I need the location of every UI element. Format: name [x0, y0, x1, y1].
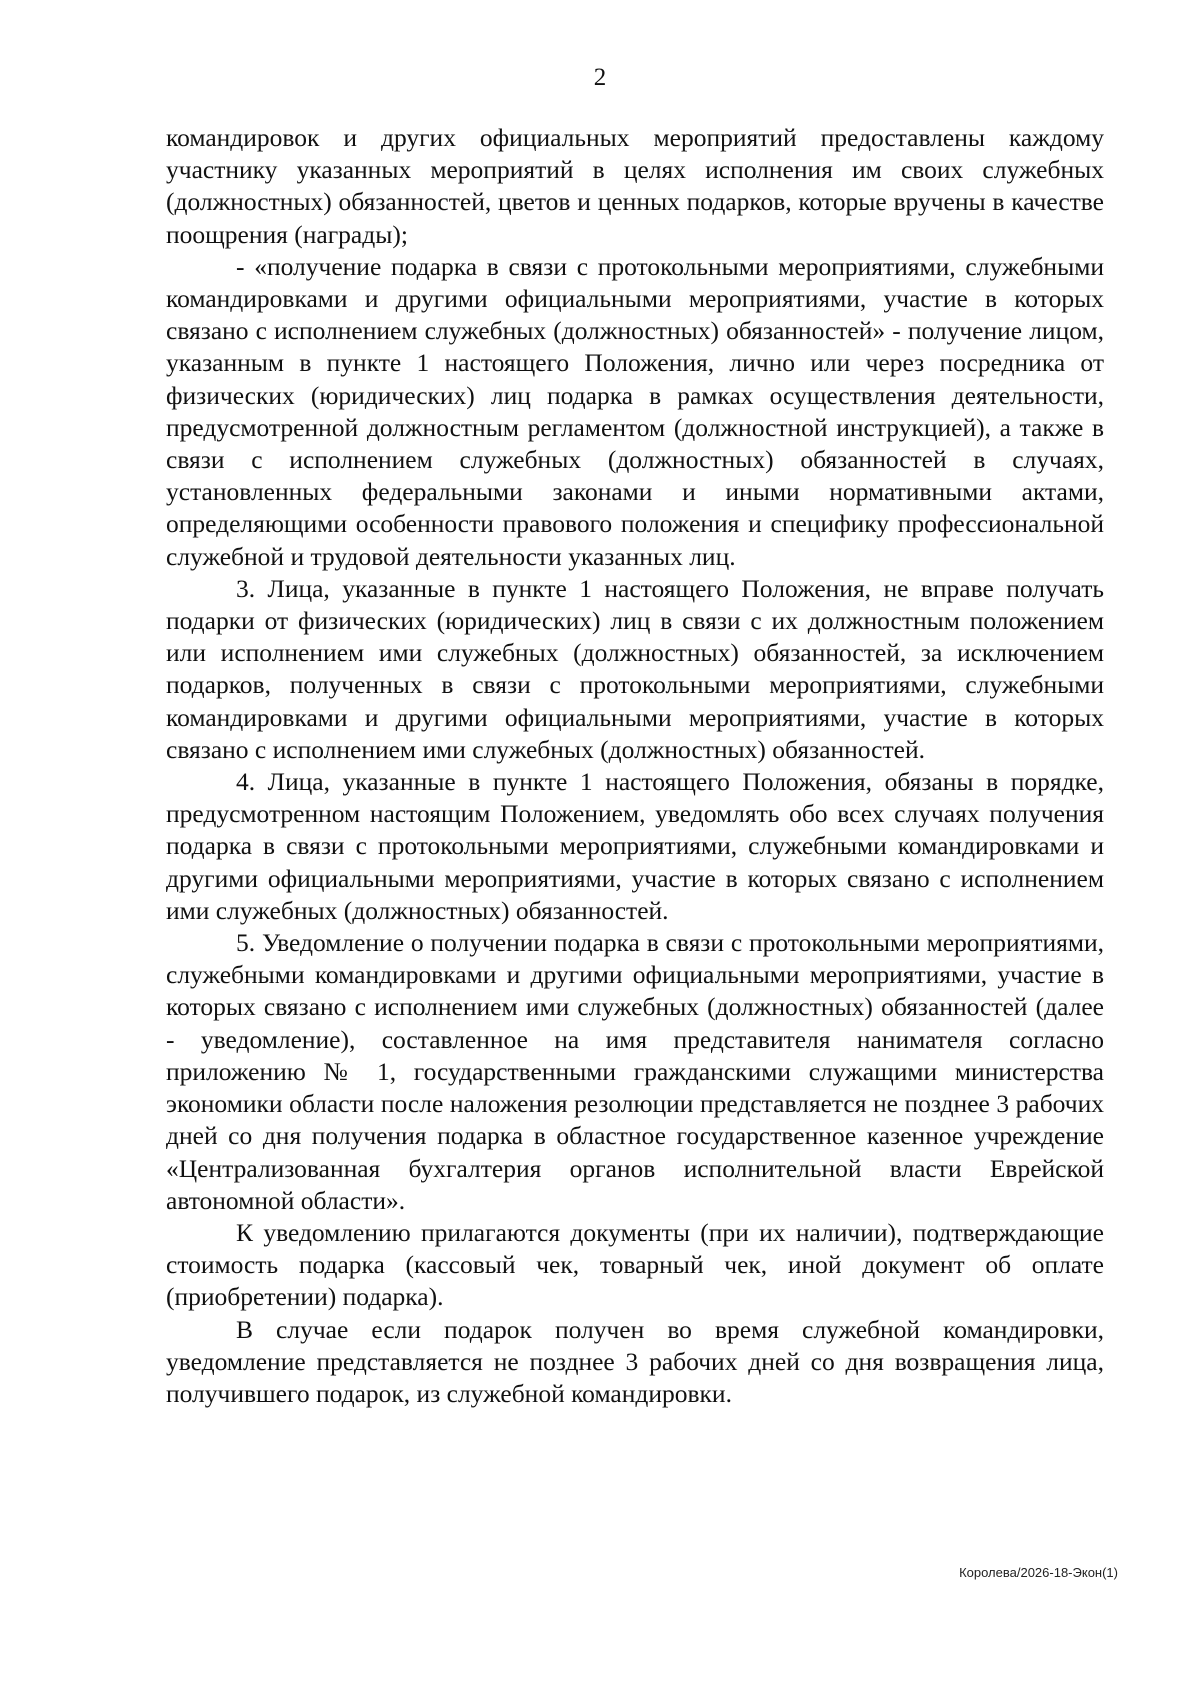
page-number: 2 [593, 64, 607, 91]
paragraph-clause-4: 4. Лица, указанные в пункте 1 настоящего Положения, обязаны в порядке, предусмотренном настоящим Положением, уведомлять обо всех случаях получения подарка в связи с протокольными мероприятиями, служебными командировками и другими официальными мероприятиями, участие в которых связано с исполнением ими служебных (должностных) обязанностей. [166, 767, 1104, 925]
document-code: Королева/2026-18-Экон(1) [959, 1565, 1118, 1580]
paragraph-clause-3: 3. Лица, указанные в пункте 1 настоящего Положения, не вправе получать подарки от физических (юридических) лиц в связи с их должностным положением или исполнением ими служебных (должностных) обязанностей, за исключением подарков, полученных в связи с протокольными мероприятиями, служебными командировками и другими официальными мероприятиями, участие в которых связано с исполнением ими служебных (должностных) обязанностей. [166, 573, 1104, 764]
paragraph-attachments: К уведомлению прилагаются документы (при их наличии), подтверждающие стоимость подарка (кассовый чек, товарный чек, иной документ об оплате (приобретении) подарка). [166, 1217, 1104, 1312]
paragraph-continuation: командировок и других официальных мероприятий предоставлены каждому участнику указанных мероприятий в целях исполнения им своих служебных (должностных) обязанностей, цветов и ценных подарков, которые вручены в качестве поощрения (награды); [166, 123, 1104, 249]
paragraph-business-trip: В случае если подарок получен во время служебной командировки, уведомление представляется не позднее 3 рабочих дней со дня возвращения лица, получившего подарок, из служебной командировки. [166, 1314, 1104, 1408]
document-body [166, 122, 1104, 1410]
paragraph-clause-5: 5. Уведомление о получении подарка в связи с протокольными мероприятиями, служебными командировками и другими официальными мероприятиями, участие в которых связано с исполнением ими служебных (должностных) обязанностей (далее - уведомление), составленное на имя представителя нанимателя согласно приложению № 1, государственными гражданскими служащими министерства экономики области после наложения резолюции представляется не позднее 3 рабочих дней со дня получения подарка в областное государственное казенное учреждение «Централизованная бухгалтерия органов исполнительной власти Еврейской автономной области». [166, 928, 1104, 1215]
paragraph-definition: - «получение подарка в связи с протокольными мероприятиями, служебными командировками и другими официальными мероприятиями, участие в которых связано с исполнением служебных (должностных) обязанностей» - получение лицом, указанным в пункте 1 настоящего Положения, лично или через посредника от физических (юридических) лиц подарка в рамках осуществления деятельности, предусмотренной должностным регламентом (должностной инструкцией), а также в связи с исполнением служебных (должностных) обязанностей в случаях, установленных федеральными законами и иными нормативными актами, определяющими особенности правового положения и специфику профессиональной служебной и трудовой деятельности указанных лиц. [166, 251, 1104, 571]
